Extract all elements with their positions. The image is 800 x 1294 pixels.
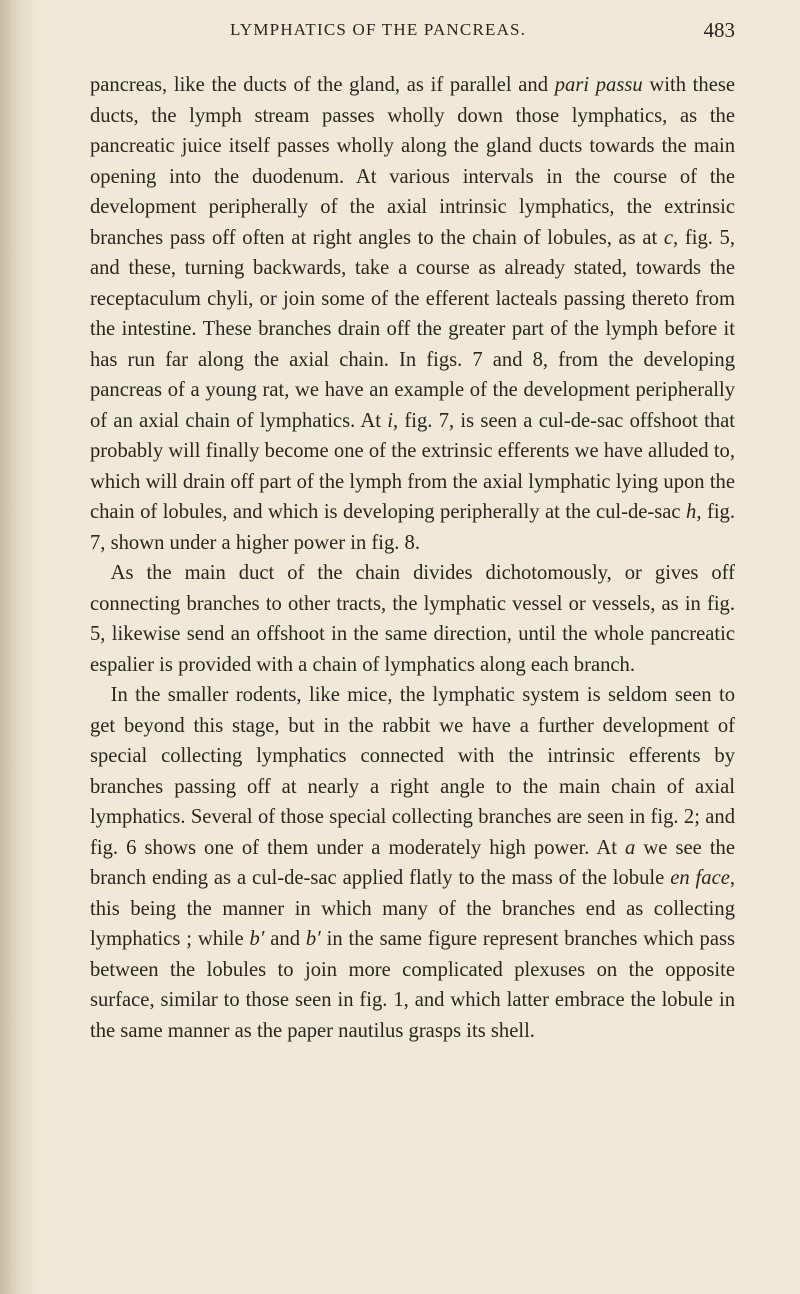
text-run: in the same figure represent branches which pass between the lobules to join more complicated plexuses on the opposite surface, similar to those seen in fig. 1, and which latter embrace the lobule in the same manner as the paper nautilus grasps its shell. (90, 928, 735, 1042)
page-number: 483 (703, 18, 735, 42)
text-run: , this being the manner in which many of the branches end as collecting lymphatics ; while (90, 867, 736, 950)
text-run: we see the branch ending as a cul-de-sac applied flatly to the mass of the lobule (90, 836, 735, 889)
italic-run: h (686, 501, 697, 523)
text-run: , fig. 5, and these, turning backwards, take a course as already stated, towards the receptaculum chyli, or join some of the efferent lacteals passing thereto from the intestine. These branches drain off the greater part of the lymph before it has run far along the axial chain. In figs. 7 and 8, from the developing pancreas of a young rat, we have an example of the development peripherally of an axial chain of lymphatics. At (90, 226, 735, 432)
text-run: with these ducts, the lymph stream passes wholly down those lymphatics, as the pancreatic juice itself passes wholly along the gland ducts towards the main opening into the duodenum. At various intervals in the course of the development peripherally of the axial intrinsic lymphatics, the extrinsic branches pass off often at right angles to the chain of lobules, as at (90, 74, 735, 249)
paragraph-2 (90, 558, 735, 680)
page-header (90, 20, 735, 50)
text-run: , fig. 7, shown under a higher power in fig. 8. (90, 501, 735, 554)
text-run: In the smaller rodents, like mice, the lymphatic system is seldom seen to get beyond this stage, but in the rabbit we have a further development of special collecting lymphatics connected with the intrinsic efferents by branches passing off at nearly a right angle to the main chain of axial lymphatics. Several of those special collecting branches are seen in fig. 2; and fig. 6 shows one of them under a moderately high power. At (90, 684, 735, 859)
paragraph-1 (90, 70, 735, 558)
italic-run: b′ (305, 928, 321, 950)
italic-run: c (663, 226, 674, 249)
text-run: As the main duct of the chain divides dichotomously, or gives off connecting branches to other tracts, the lymphatic vessel or vessels, as in fig. 5, likewise send an offshoot in the same direction, until the whole pancreatic espalier is provided with a chain of lymphatics along each branch. (90, 562, 735, 676)
running-title: LYMPHATICS OF THE PANCREAS. (230, 20, 527, 39)
text-run: pancreas, like the ducts of the gland, as if parallel and (90, 74, 555, 96)
text-run: and (264, 928, 306, 950)
body-text (90, 70, 735, 1046)
italic-run: a (625, 836, 636, 859)
paragraph-3 (90, 680, 735, 1046)
italic-run: en face (670, 867, 730, 889)
italic-run: i (387, 409, 393, 432)
italic-run: b′ (249, 928, 265, 950)
text-run: , fig. 7, is seen a cul-de-sac offshoot that probably will finally become one of the extrinsic efferents we have alluded to, which will drain off part of the lymph from the axial lymphatic lying upon the chain of lobules, and which is developing peripherally at the cul-de-sac (90, 409, 735, 523)
italic-run: pari passu (554, 74, 643, 96)
